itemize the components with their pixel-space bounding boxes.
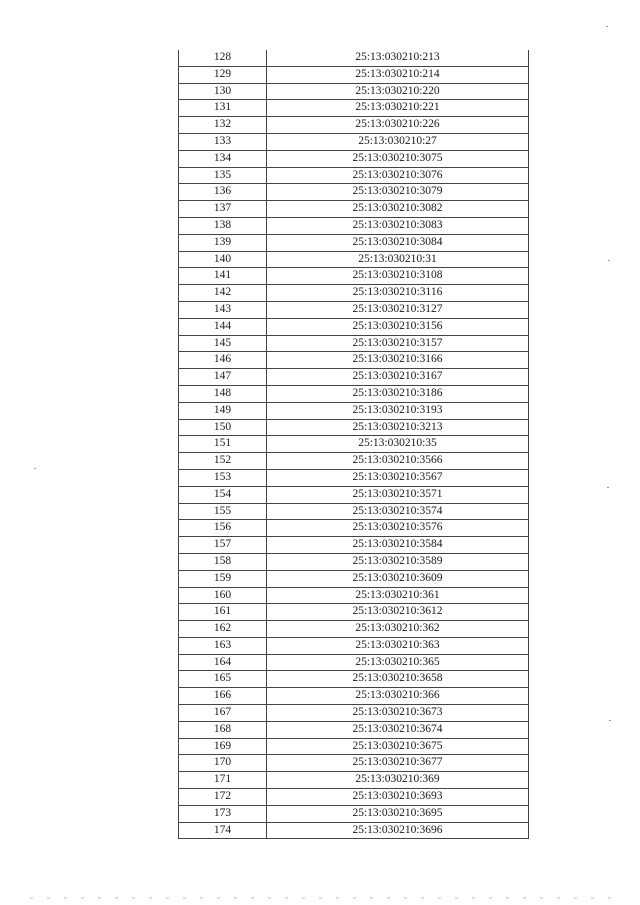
scan-speck	[34, 468, 36, 469]
table-row	[179, 117, 529, 134]
table-row	[179, 486, 529, 503]
row-number: 158	[179, 553, 267, 570]
table-row	[179, 419, 529, 436]
table-row	[179, 100, 529, 117]
table-row	[179, 637, 529, 654]
table-row	[179, 150, 529, 167]
cadastral-number: 25:13:030210:3193	[267, 402, 529, 419]
cadastral-number: 25:13:030210:3693	[267, 789, 529, 806]
scan-edge-noise	[30, 897, 620, 899]
table-row	[179, 301, 529, 318]
row-number: 154	[179, 486, 267, 503]
row-number: 163	[179, 637, 267, 654]
row-number: 169	[179, 738, 267, 755]
row-number: 135	[179, 167, 267, 184]
cadastral-number: 25:13:030210:3076	[267, 167, 529, 184]
table-row	[179, 133, 529, 150]
cadastral-number: 25:13:030210:3571	[267, 486, 529, 503]
row-number: 129	[179, 66, 267, 83]
row-number: 152	[179, 453, 267, 470]
row-number: 139	[179, 234, 267, 251]
cadastral-number: 25:13:030210:3108	[267, 268, 529, 285]
row-number: 143	[179, 301, 267, 318]
table-row	[179, 83, 529, 100]
cadastral-number: 25:13:030210:27	[267, 133, 529, 150]
table-row	[179, 251, 529, 268]
table-row	[179, 268, 529, 285]
row-number: 151	[179, 436, 267, 453]
table-row	[179, 621, 529, 638]
table-row	[179, 436, 529, 453]
row-number: 172	[179, 789, 267, 806]
cadastral-number: 25:13:030210:3567	[267, 469, 529, 486]
table-row	[179, 738, 529, 755]
table-row	[179, 184, 529, 201]
table-row	[179, 553, 529, 570]
table-row	[179, 201, 529, 218]
table-row	[179, 772, 529, 789]
table-row	[179, 688, 529, 705]
row-number: 153	[179, 469, 267, 486]
cadastral-number: 25:13:030210:3674	[267, 721, 529, 738]
cadastral-number: 25:13:030210:3082	[267, 201, 529, 218]
row-number: 164	[179, 654, 267, 671]
scan-speck	[608, 260, 610, 261]
table-row	[179, 167, 529, 184]
row-number: 160	[179, 587, 267, 604]
cadastral-number: 25:13:030210:3584	[267, 537, 529, 554]
table-body	[179, 50, 529, 839]
row-number: 147	[179, 369, 267, 386]
row-number: 150	[179, 419, 267, 436]
table-row	[179, 604, 529, 621]
row-number: 166	[179, 688, 267, 705]
cadastral-number: 25:13:030210:3079	[267, 184, 529, 201]
cadastral-number: 25:13:030210:3677	[267, 755, 529, 772]
cadastral-number: 25:13:030210:3156	[267, 318, 529, 335]
table-row	[179, 335, 529, 352]
cadastral-number: 25:13:030210:3186	[267, 385, 529, 402]
row-number: 167	[179, 705, 267, 722]
row-number: 130	[179, 83, 267, 100]
cadastral-number: 25:13:030210:3116	[267, 285, 529, 302]
cadastral-number: 25:13:030210:3695	[267, 805, 529, 822]
row-number: 142	[179, 285, 267, 302]
row-number: 134	[179, 150, 267, 167]
row-number: 132	[179, 117, 267, 134]
table-row	[179, 705, 529, 722]
row-number: 156	[179, 520, 267, 537]
cadastral-number: 25:13:030210:3612	[267, 604, 529, 621]
row-number: 155	[179, 503, 267, 520]
cadastral-number: 25:13:030210:3167	[267, 369, 529, 386]
row-number: 157	[179, 537, 267, 554]
cadastral-number: 25:13:030210:3127	[267, 301, 529, 318]
cadastral-number: 25:13:030210:369	[267, 772, 529, 789]
row-number: 148	[179, 385, 267, 402]
row-number: 171	[179, 772, 267, 789]
table-row	[179, 805, 529, 822]
cadastral-number: 25:13:030210:3166	[267, 352, 529, 369]
table-row	[179, 369, 529, 386]
cadastral-number: 25:13:030210:226	[267, 117, 529, 134]
table-row	[179, 654, 529, 671]
table-row	[179, 537, 529, 554]
cadastral-number: 25:13:030210:366	[267, 688, 529, 705]
row-number: 136	[179, 184, 267, 201]
row-number: 159	[179, 570, 267, 587]
cadastral-number: 25:13:030210:3696	[267, 822, 529, 839]
cadastral-number: 25:13:030210:3566	[267, 453, 529, 470]
row-number: 145	[179, 335, 267, 352]
cadastral-number: 25:13:030210:3675	[267, 738, 529, 755]
row-number: 161	[179, 604, 267, 621]
row-number: 137	[179, 201, 267, 218]
table-row	[179, 822, 529, 839]
row-number: 128	[179, 50, 267, 66]
row-number: 141	[179, 268, 267, 285]
cadastral-number: 25:13:030210:3574	[267, 503, 529, 520]
cadastral-number: 25:13:030210:3157	[267, 335, 529, 352]
table-row	[179, 671, 529, 688]
table-row	[179, 520, 529, 537]
table-row	[179, 318, 529, 335]
row-number: 162	[179, 621, 267, 638]
table-row	[179, 587, 529, 604]
cadastral-number: 25:13:030210:3673	[267, 705, 529, 722]
scan-speck	[609, 720, 611, 721]
cadastral-number: 25:13:030210:31	[267, 251, 529, 268]
cadastral-number-table	[178, 50, 529, 839]
table-row	[179, 285, 529, 302]
row-number: 133	[179, 133, 267, 150]
table-row	[179, 755, 529, 772]
row-number: 131	[179, 100, 267, 117]
row-number: 138	[179, 217, 267, 234]
table-row	[179, 66, 529, 83]
row-number: 165	[179, 671, 267, 688]
row-number: 170	[179, 755, 267, 772]
cadastral-number: 25:13:030210:3658	[267, 671, 529, 688]
cadastral-number: 25:13:030210:361	[267, 587, 529, 604]
cadastral-number: 25:13:030210:3609	[267, 570, 529, 587]
table-row	[179, 570, 529, 587]
cadastral-number: 25:13:030210:3083	[267, 217, 529, 234]
cadastral-number: 25:13:030210:213	[267, 50, 529, 66]
table-row	[179, 721, 529, 738]
row-number: 144	[179, 318, 267, 335]
table-row	[179, 352, 529, 369]
cadastral-number: 25:13:030210:3576	[267, 520, 529, 537]
scan-speck	[606, 26, 608, 27]
table-row	[179, 469, 529, 486]
table-row	[179, 217, 529, 234]
cadastral-number: 25:13:030210:365	[267, 654, 529, 671]
cadastral-number: 25:13:030210:221	[267, 100, 529, 117]
cadastral-number: 25:13:030210:362	[267, 621, 529, 638]
cadastral-number: 25:13:030210:35	[267, 436, 529, 453]
table-row	[179, 385, 529, 402]
table-row	[179, 789, 529, 806]
cadastral-number: 25:13:030210:220	[267, 83, 529, 100]
scan-speck	[607, 487, 609, 488]
cadastral-number: 25:13:030210:3589	[267, 553, 529, 570]
row-number: 140	[179, 251, 267, 268]
row-number: 168	[179, 721, 267, 738]
cadastral-number: 25:13:030210:3213	[267, 419, 529, 436]
row-number: 174	[179, 822, 267, 839]
row-number: 146	[179, 352, 267, 369]
row-number: 149	[179, 402, 267, 419]
table-row	[179, 402, 529, 419]
table-row	[179, 234, 529, 251]
table-row	[179, 50, 529, 66]
cadastral-number: 25:13:030210:214	[267, 66, 529, 83]
table-row	[179, 503, 529, 520]
table-row	[179, 453, 529, 470]
cadastral-number: 25:13:030210:363	[267, 637, 529, 654]
cadastral-number: 25:13:030210:3084	[267, 234, 529, 251]
cadastral-number: 25:13:030210:3075	[267, 150, 529, 167]
row-number: 173	[179, 805, 267, 822]
